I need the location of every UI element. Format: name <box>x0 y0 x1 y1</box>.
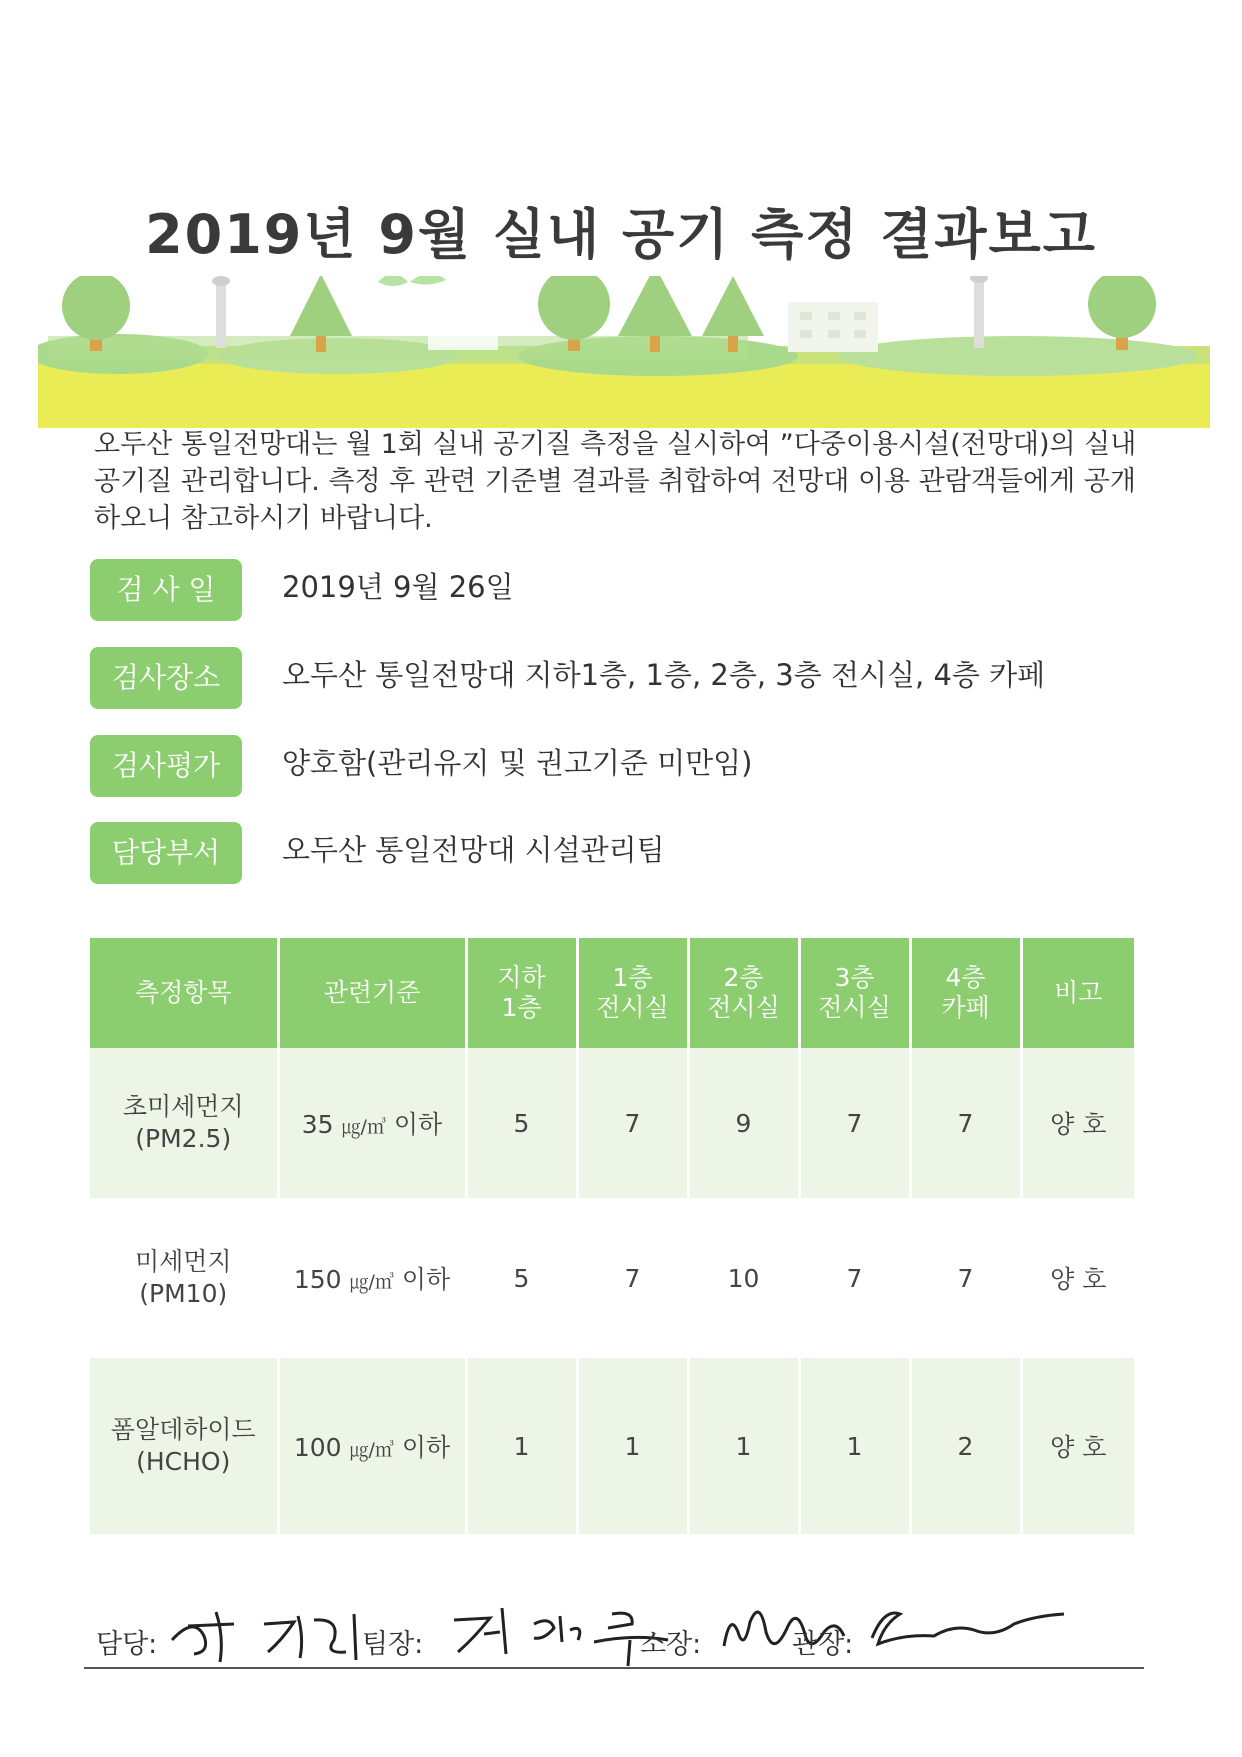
row-standard: 35 ㎍/㎥ 이하 <box>278 1048 466 1198</box>
row-value: 5 <box>466 1198 577 1358</box>
header-floor-3: 3층 전시실 <box>799 938 910 1048</box>
row-value: 7 <box>577 1048 688 1198</box>
row-value: 7 <box>799 1198 910 1358</box>
info-row-department <box>90 822 1170 884</box>
row-standard: 150 ㎍/㎥ 이하 <box>278 1198 466 1358</box>
header-floor-1: 1층 전시실 <box>577 938 688 1048</box>
signature-underline <box>84 1667 1144 1669</box>
row-value: 1 <box>799 1358 910 1534</box>
info-row-evaluation <box>90 735 1170 797</box>
row-value: 7 <box>910 1198 1021 1358</box>
info-label-department: 담당부서 <box>90 822 242 884</box>
page-title: 2019년 9월 실내 공기 측정 결과보고 <box>145 203 1097 266</box>
table-row <box>90 1198 1134 1358</box>
staff-label: 담당: <box>96 1629 158 1660</box>
header-floor-2: 2층 전시실 <box>688 938 799 1048</box>
intro-paragraph: 오두산 통일전망대는 월 1회 실내 공기질 측정을 실시하여 ”다중이용시설(전망대)의 실내 공기질 관리합니다. 측정 후 관련 기준별 결과를 취합하여 전망대 이용 관람객들에게 공개하오니 참고하시기 바랍니다. <box>94 429 1137 534</box>
results-table <box>90 938 1134 1534</box>
row-value: 1 <box>577 1358 688 1534</box>
row-value: 10 <box>688 1198 799 1358</box>
team-lead-label: 팀장: <box>362 1629 424 1660</box>
header-item: 측정항목 <box>90 938 278 1048</box>
info-label-location: 검사장소 <box>90 647 242 709</box>
row-standard: 100 ㎍/㎥ 이하 <box>278 1358 466 1534</box>
row-item: 폼알데하이드 (HCHO) <box>90 1358 278 1534</box>
row-value: 5 <box>466 1048 577 1198</box>
row-item: 미세먼지 (PM10) <box>90 1198 278 1358</box>
row-value: 7 <box>799 1048 910 1198</box>
info-value-date: 2019년 9월 26일 <box>282 570 514 604</box>
info-label-date: 검 사 일 <box>90 559 242 621</box>
row-value: 1 <box>688 1358 799 1534</box>
row-value: 9 <box>688 1048 799 1198</box>
row-value: 2 <box>910 1358 1021 1534</box>
header-floor-4: 4층 카페 <box>910 938 1021 1048</box>
info-value-evaluation: 양호함(관리유지 및 권고기준 미만임) <box>282 746 753 780</box>
header-remark: 비고 <box>1021 938 1134 1048</box>
header-basement-1: 지하 1층 <box>466 938 577 1048</box>
row-remark: 양 호 <box>1021 1048 1134 1198</box>
director-label: 관장: <box>792 1629 854 1660</box>
row-item: 초미세먼지 (PM2.5) <box>90 1048 278 1198</box>
nature-banner-illustration <box>38 276 1210 428</box>
table-row <box>90 1358 1134 1534</box>
info-label-evaluation: 검사평가 <box>90 735 242 797</box>
table-row <box>90 1048 1134 1198</box>
row-value: 7 <box>910 1048 1021 1198</box>
info-row-date <box>90 559 1170 621</box>
row-remark: 양 호 <box>1021 1358 1134 1534</box>
director-signature <box>864 1594 1104 1664</box>
manager-label: 소장: <box>640 1629 702 1660</box>
table-header-row <box>90 938 1134 1048</box>
row-value: 7 <box>577 1198 688 1358</box>
row-value: 1 <box>466 1358 577 1534</box>
info-value-location: 오두산 통일전망대 지하1층, 1층, 2층, 3층 전시실, 4층 카페 <box>282 658 1046 692</box>
info-row-location <box>90 647 1170 709</box>
info-value-department: 오두산 통일전망대 시설관리팀 <box>282 833 665 867</box>
header-standard: 관련기준 <box>278 938 466 1048</box>
row-remark: 양 호 <box>1021 1198 1134 1358</box>
signature-area <box>84 1592 1144 1672</box>
